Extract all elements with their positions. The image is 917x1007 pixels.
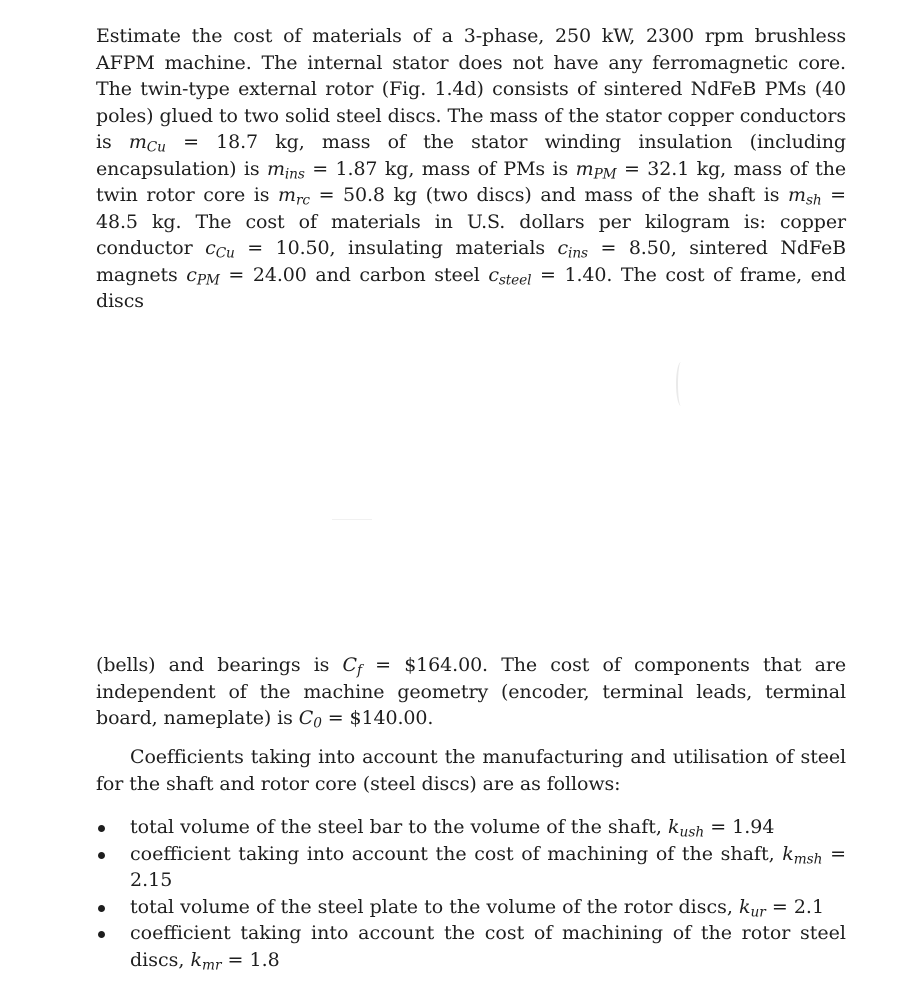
problem-paragraph-1: Estimate the cost of materials of a 3-phase, 250 kW, 2300 rpm brushless AFPM machine. The internal stator does not have any ferromagnetic core. The twin-type external rotor (Fig. 1.4d) consists of sintered NdFeB PMs (40 poles) glued to two solid steel discs. The mass of the stator copper conductors is $m_{Cu} = 18.7$ kg, mass of the stator winding insulation (including encapsulation) is $m_{ins} = 1.87$ kg, mass of PMs is $m_{PM} = 32.1$ kg, mass of the twin rotor core is $m_{rc} = 50.8$ kg (two discs) and mass of the shaft is $m_{sh} = 48.5$ kg. The cost of materials in U.S. dollars per kilogram is: copper conductor $c_{Cu} = 10.50$, insulating materials $c_{ins} = 8.50$, sintered NdFeB magnets $c_{PM} = 24.00$ and carbon steel $c_{steel} = 1.40$. The cost of frame, end discs — [96, 25, 847, 312]
bullet-icon — [98, 905, 105, 912]
symbol-c-pm: $c_{PM}$ — [186, 263, 220, 288]
list-item: total volume of the steel plate to the volume of the rotor discs, $k_{ur} = 2.1$ — [96, 894, 846, 921]
symbol-c-ins: $c_{ins}$ — [557, 237, 588, 262]
symbol-m-rc: $m_{rc}$ — [278, 184, 310, 209]
coefficients-intro: Coefficients taking into account the manufacturing and utilisation of steel for the shaft and rotor core (steel discs) are as follows: — [96, 746, 846, 795]
bullet-icon — [98, 825, 105, 832]
list-item: coefficient taking into account the cost of machining of the shaft, $k_{msh} = 2.15$ — [96, 841, 846, 894]
problem-paragraph-2: (bells) and bearings is $C_f$ = $164.00. The cost of components that are independent of the machine geometry (encoder, terminal leads, terminal board, nameplate) is $C_0$ = $140.00. — [96, 654, 846, 732]
bullet-icon — [98, 931, 105, 938]
symbol-c-0: $C_0$ — [298, 707, 322, 732]
symbol-k-ush: $k_{ush}$ — [668, 816, 705, 841]
symbol-c-steel: $c_{steel}$ — [488, 263, 532, 288]
list-item: total volume of the steel bar to the volume of the shaft, $k_{ush} = 1.94$ — [96, 814, 846, 841]
symbol-k-mr: $k_{mr}$ — [190, 948, 222, 973]
scan-artifact — [332, 519, 372, 520]
coefficient-list — [96, 814, 846, 973]
symbol-c-cu: $c_{Cu}$ — [205, 237, 235, 262]
list-item: coefficient taking into account the cost of machining of the rotor steel discs, $k_{mr} = 1.8$ — [96, 920, 846, 973]
scan-artifact — [676, 362, 686, 406]
symbol-k-msh: $k_{msh}$ — [782, 842, 823, 867]
bullet-icon — [98, 852, 105, 859]
symbol-m-pm: $m_{PM}$ — [575, 157, 617, 182]
symbol-m-sh: $m_{sh}$ — [788, 184, 822, 209]
symbol-c-f: $C_f$ — [342, 654, 362, 679]
symbol-m-ins: $m_{ins}$ — [266, 157, 305, 182]
symbol-k-ur: $k_{ur}$ — [738, 895, 766, 920]
symbol-m-cu: $m_{Cu}$ — [128, 131, 166, 156]
